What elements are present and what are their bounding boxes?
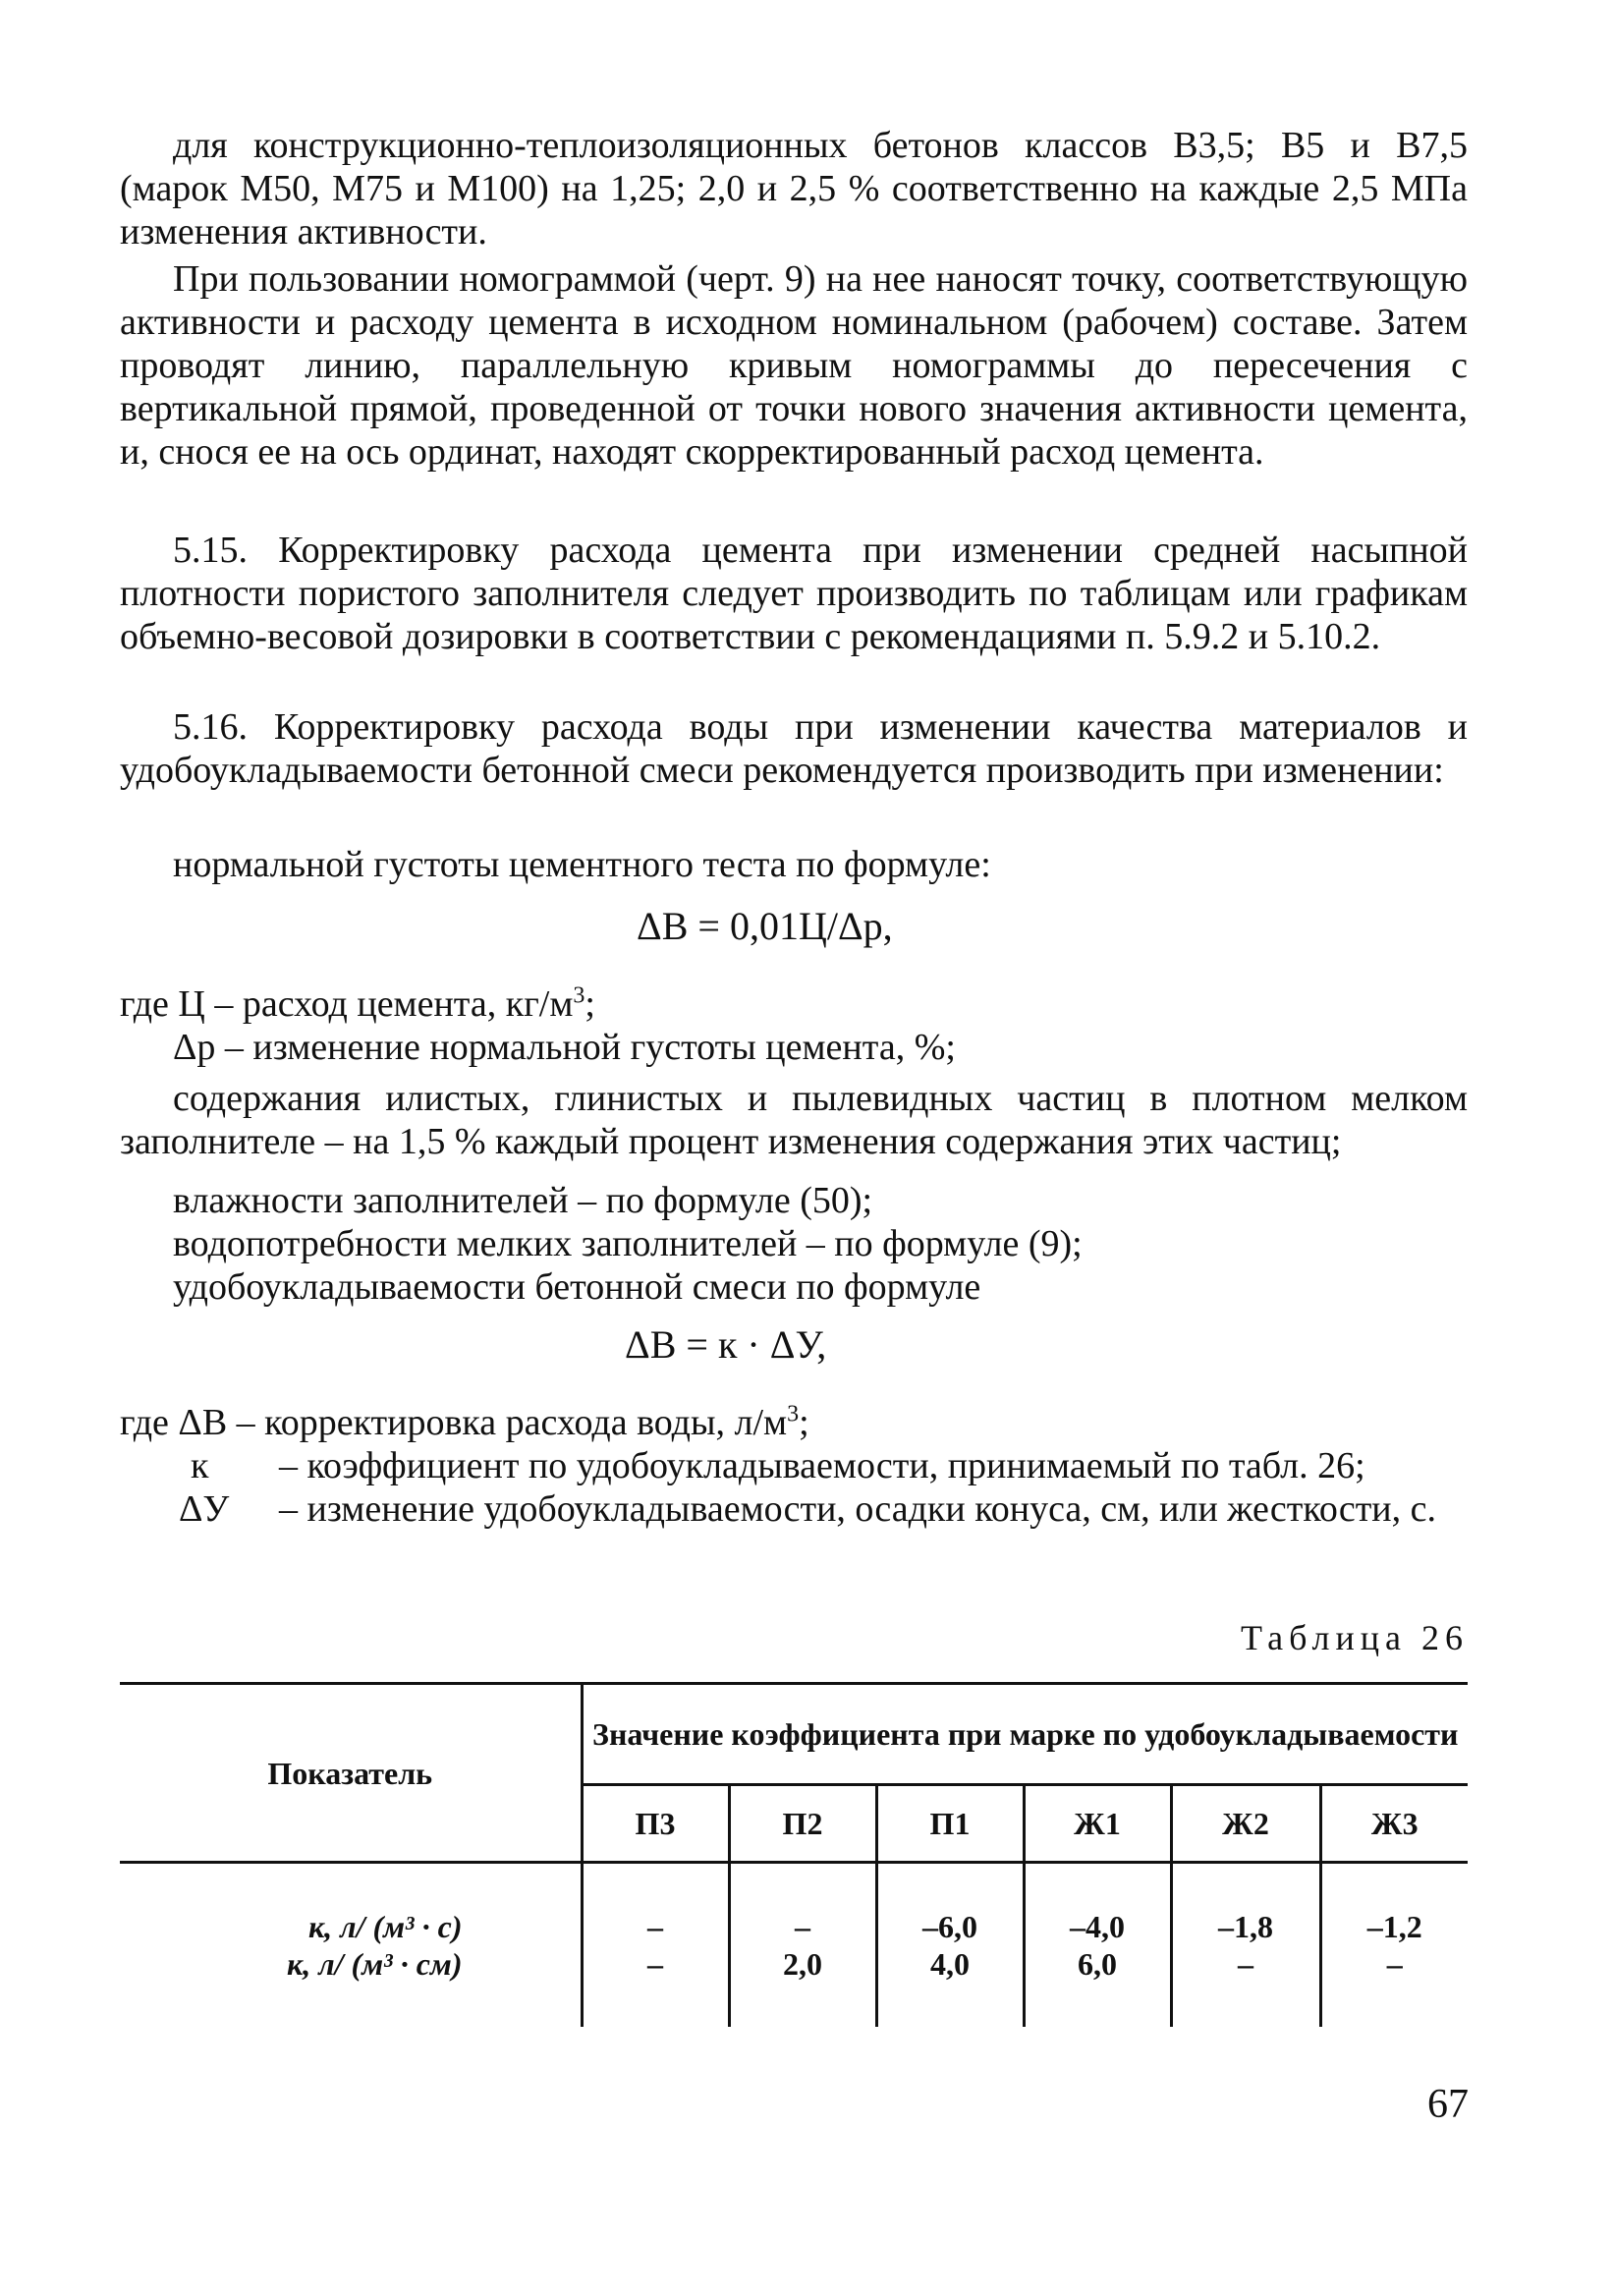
where-density-change: Δр – изменение нормальной густоты цемента, %; bbox=[173, 1027, 956, 1068]
where-cement: где Ц – расход цемента, $кг/м^3$; bbox=[120, 982, 595, 1025]
table-caption: Таблица 26 bbox=[1241, 1618, 1469, 1657]
row-names: к, л/ (м³ · с) к, л/ (м³ · см) bbox=[120, 1863, 582, 2028]
paragraph-silt: содержания илистых, глинистых и пылевидных частиц в плотном мелком заполнителе – на 1,5 % каждый процент изменения содержания этих частиц; bbox=[120, 1078, 1468, 1162]
col-zh2: Ж2 bbox=[1171, 1785, 1320, 1863]
paragraph-water-demand: водопотребности мелких заполнителей – по формуле (9); bbox=[173, 1223, 1083, 1264]
formula-workability: ΔВ = к · ΔУ, bbox=[625, 1322, 827, 1367]
where-k-symbol: к bbox=[191, 1445, 209, 1486]
cell-zh2: –1,8 – bbox=[1171, 1863, 1320, 2028]
paragraph-5-16: 5.16. Корректировку расхода воды при изменении качества материалов и удобоукладываемости бетонной смеси рекомендуется производить при изменении: bbox=[120, 706, 1468, 791]
paragraph-1: для конструкционно-теплоизоляционных бетонов классов В3,5; В5 и В7,5 (марок М50, М75 и М100) на 1,25; 2,0 и 2,5 % соответственно на каждые 2,5 МПа изменения активности. bbox=[120, 125, 1468, 252]
paragraph-5-15: 5.15. Корректировку расхода цемента при изменении средней насыпной плотности пористого заполнителя следует производить по таблицам или графикам объемно-весовой дозировки в соответствии с рекомендациями п. 5.9.2 и 5.10.2. bbox=[120, 530, 1468, 657]
cell-p1: –6,0 4,0 bbox=[876, 1863, 1024, 2028]
col-p2: П2 bbox=[729, 1785, 876, 1863]
where-water-correction: где ΔВ – корректировка расхода воды, $л/м^3$; bbox=[120, 1401, 809, 1443]
where-dy-symbol: ΔУ bbox=[179, 1488, 230, 1530]
table-26 bbox=[120, 1682, 1468, 2027]
col-zh3: Ж3 bbox=[1320, 1785, 1468, 1863]
cell-zh3: –1,2 – bbox=[1366, 1909, 1422, 1982]
cell-zh1: –4,0 6,0 bbox=[1024, 1863, 1171, 2028]
paragraph-normal-density: нормальной густоты цементного теста по формуле: bbox=[173, 844, 991, 885]
col-p3: П3 bbox=[582, 1785, 729, 1863]
cell-p2: – 2,0 bbox=[729, 1863, 876, 2028]
page-number: 67 bbox=[1427, 2082, 1469, 2127]
where-k-text: – коэффициент по удобоукладываемости, принимаемый по табл. 26; bbox=[279, 1445, 1365, 1486]
paragraph-moisture: влажности заполнителей – по формуле (50); bbox=[173, 1180, 873, 1221]
header-indicator: Показатель bbox=[120, 1684, 582, 1863]
table-row bbox=[120, 1863, 1468, 2028]
paragraph-workability: удобоукладываемости бетонной смеси по формуле bbox=[173, 1266, 981, 1308]
cell-p3: – – bbox=[582, 1863, 729, 2028]
header-coefficient-group: Значение коэффициента при марке по удобоукладываемости bbox=[582, 1684, 1468, 1785]
paragraph-nomogram: При пользовании номограммой (черт. 9) на нее наносят точку, соответствующую активности и расходу цемента в исходном номинальном (рабочем) составе. Затем проводят линию, параллельную кривым номограммы до пересечения с вертикальной прямой, проведенной от точки нового значения активности цемента, и, снося ее на ось ординат, находят скорректированный расход цемента. bbox=[120, 258, 1468, 473]
col-zh1: Ж1 bbox=[1024, 1785, 1171, 1863]
formula-water-density: ΔВ = 0,01Ц/Δр, bbox=[637, 904, 893, 948]
col-p1: П1 bbox=[876, 1785, 1024, 1863]
where-dy-text: – изменение удобоукладываемости, осадки конуса, см, или жесткости, с. bbox=[279, 1488, 1436, 1530]
